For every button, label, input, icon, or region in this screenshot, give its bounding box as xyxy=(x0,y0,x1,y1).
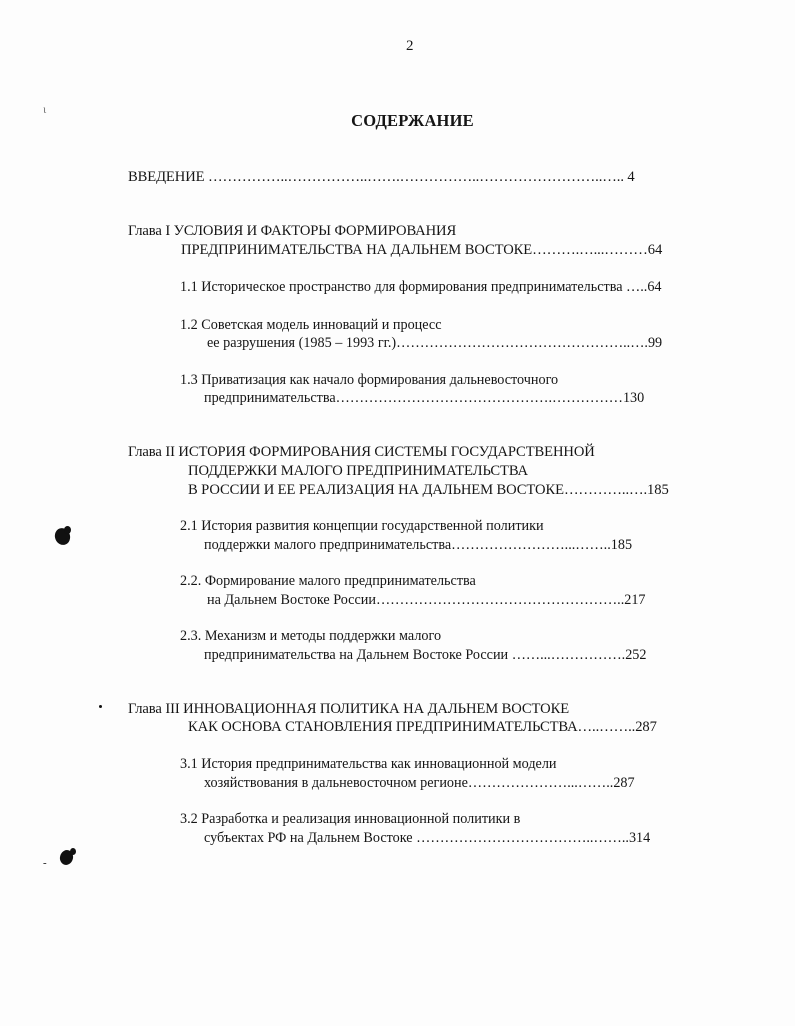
toc-chapter-3-heading-cont: КАК ОСНОВА СТАНОВЛЕНИЯ ПРЕДПРИНИМАТЕЛЬСТВА…..……..287 xyxy=(188,719,657,735)
toc-chapter-3-heading: Глава III ИННОВАЦИОННАЯ ПОЛИТИКА НА ДАЛЬНЕМ ВОСТОКЕ xyxy=(128,701,570,717)
toc-section-1-3: 1.3 Приватизация как начало формирования дальневосточного xyxy=(180,372,559,388)
toc-section-3-2-cont: субъектах РФ на Дальнем Востоке ………………………………..……..314 xyxy=(204,830,651,846)
scan-speck: - xyxy=(43,857,47,869)
toc-section-3-1-cont: хозяйствования в дальневосточном регионе…………………...……..287 xyxy=(204,775,635,791)
toc-section-1-2: 1.2 Советская модель инноваций и процесс xyxy=(180,317,442,333)
toc-section-2-2: 2.2. Формирование малого предпринимательства xyxy=(180,573,476,589)
toc-section-1-3-cont: предпринимательства……………………………………….……………130 xyxy=(204,390,645,406)
toc-chapter-1-heading-cont: ПРЕДПРИНИМАТЕЛЬСТВА НА ДАЛЬНЕМ ВОСТОКЕ……….…...………64 xyxy=(181,242,663,258)
toc-section-3-1: 3.1 История предпринимательства как инновационной модели xyxy=(180,756,557,772)
toc-section-2-3: 2.3. Механизм и методы поддержки малого xyxy=(180,628,442,644)
toc-section-1-1: 1.1 Историческое пространство для формирования предпринимательства …..64 xyxy=(180,279,662,295)
toc-section-3-2: 3.2 Разработка и реализация инновационной политики в xyxy=(180,811,521,827)
scan-speck: ι xyxy=(43,102,47,116)
page-number: 2 xyxy=(406,38,414,54)
ink-blot-splash xyxy=(64,526,71,534)
toc-section-2-1: 2.1 История развития концепции государственной политики xyxy=(180,518,544,534)
toc-section-2-3-cont: предпринимательства на Дальнем Востоке России ……...…………….252 xyxy=(204,647,647,663)
toc-chapter-2-heading: Глава II ИСТОРИЯ ФОРМИРОВАНИЯ СИСТЕМЫ ГОСУДАРСТВЕННОЙ xyxy=(128,444,595,460)
toc-section-2-2-cont: на Дальнем Востоке России……………………………………………..217 xyxy=(207,592,646,608)
toc-chapter-2-heading-cont-2: В РОССИИ И ЕЕ РЕАЛИЗАЦИЯ НА ДАЛЬНЕМ ВОСТОКЕ…………..….185 xyxy=(188,482,669,498)
ink-blot-splash xyxy=(70,848,76,855)
toc-chapter-2-heading-cont-1: ПОДДЕРЖКИ МАЛОГО ПРЕДПРИНИМАТЕЛЬСТВА xyxy=(188,463,528,479)
toc-entry-introduction: ВВЕДЕНИЕ ……………..……………..…….……………..……………………..….. 4 xyxy=(128,169,635,185)
toc-chapter-1-heading: Глава I УСЛОВИЯ И ФАКТОРЫ ФОРМИРОВАНИЯ xyxy=(128,223,457,239)
scan-speck xyxy=(99,705,102,708)
page-title: СОДЕРЖАНИЕ xyxy=(351,111,474,130)
toc-section-2-1-cont: поддержки малого предпринимательства……………………...……..185 xyxy=(204,537,633,553)
toc-section-1-2-cont: ее разрушения (1985 – 1993 гг.)…………………………………………..….99 xyxy=(207,335,663,351)
